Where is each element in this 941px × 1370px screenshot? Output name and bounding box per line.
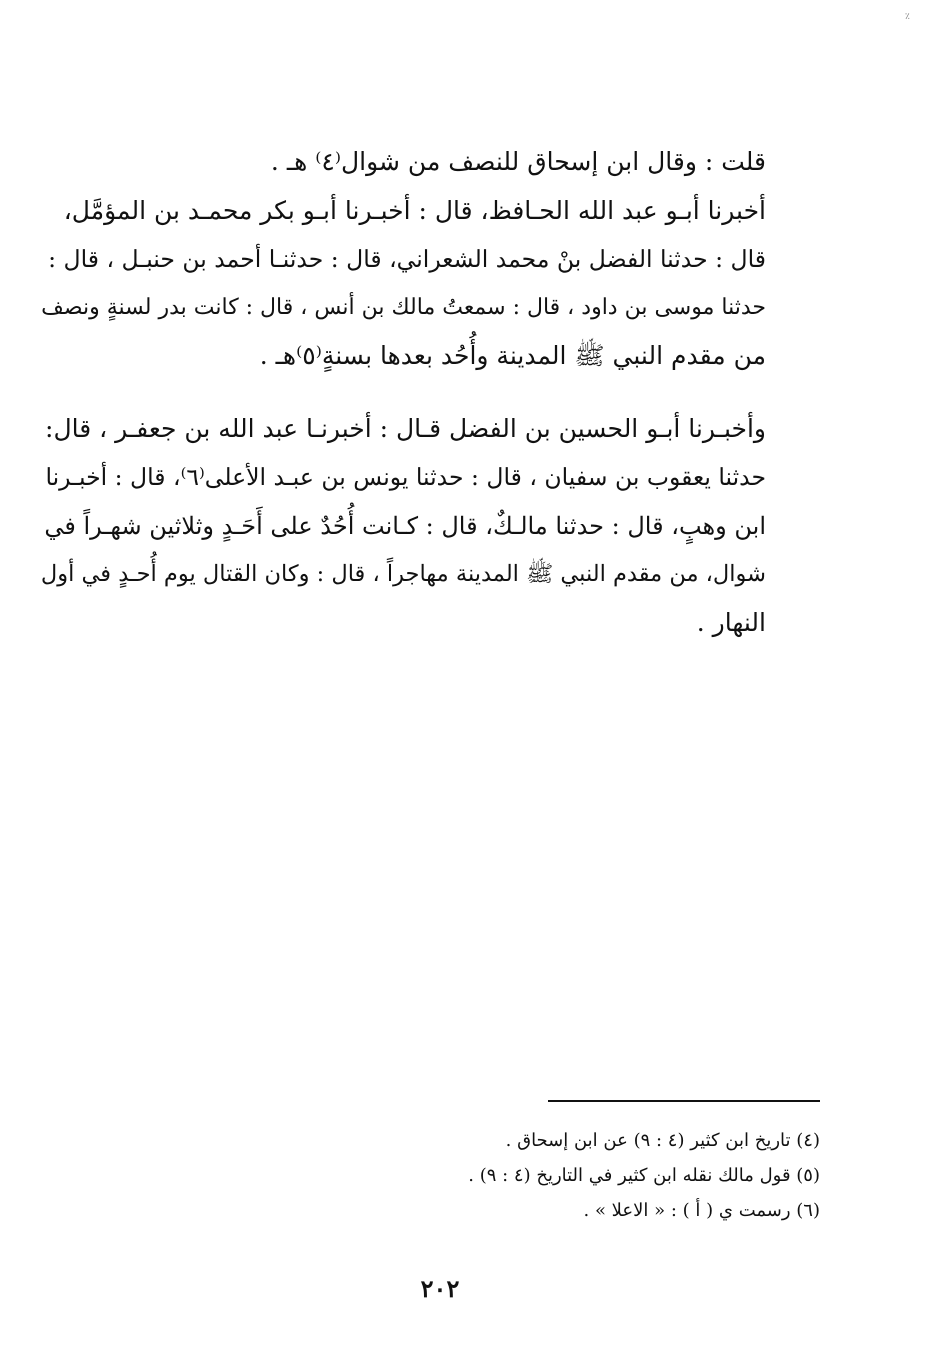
main-text — [40, 138, 820, 647]
text-line: من مقدم النبي ﷺ المدينة وأُحُد بعدها بسنةٍ⁽٥⁾هـ . — [259, 341, 766, 370]
footnotes — [300, 1123, 820, 1228]
text-line: قال : حدثنا الفضل بنْ محمد الشعراني، قال : حدثنـا أحمد بن حنبـل ، قال : — [48, 245, 766, 273]
footnote-5: (٥) قول مالك نقله ابن كثير في التاريخ (٤ : ٩) . — [468, 1165, 820, 1186]
corner-scan-mark: ٪ — [905, 12, 910, 22]
paragraph-1 — [88, 138, 820, 187]
text-line: قلت : وقال ابن إسحاق للنصف من شوال⁽٤⁾ هـ . — [270, 147, 766, 176]
text-line: حدثنا موسى بن داود ، قال : سمعتُ مالك بن أنس ، قال : كانت بدر لسنةٍ ونصف — [41, 294, 766, 320]
text-line: النهار . — [696, 607, 766, 637]
text-line: ابن وهبٍ، قال : حدثنا مالـكٌ، قال : كـانت أُحُدٌ على أَحَـدٍ وثلاثين شهـراً في — [44, 511, 766, 540]
footnote-6: (٦) رسمت ي ( أ ) : « الاعلا » . — [583, 1200, 820, 1221]
text-line: حدثنا يعقوب بن سفيان ، قال : حدثنا يونس بن عبـد الأعلى⁽٦⁾، قال : أخبـرنا — [45, 463, 766, 491]
paragraph-3 — [40, 405, 820, 648]
text-line: شوال، من مقدم النبي ﷺ المدينة مهاجراً ، قال : وكان القتال يوم أُحـدٍ في أول — [40, 561, 766, 587]
footnote-divider — [548, 1100, 820, 1102]
text-line: أخبرنا أبـو عبد الله الحـافظ، قال : أخبـرنا أبـو بكر محمـد بن المؤمَّل، — [63, 195, 766, 225]
footnote-4: (٤) تاريخ ابن كثير (٤ : ٩) عن ابن إسحاق . — [505, 1130, 820, 1151]
text-line: وأخبـرنا أبـو الحسين بن الفضل قـال : أخبرنـا عبد الله بن جعفـر ، قال: — [45, 413, 766, 443]
page-number: ٢٠٢ — [420, 1274, 460, 1303]
paragraph-2 — [41, 187, 820, 381]
